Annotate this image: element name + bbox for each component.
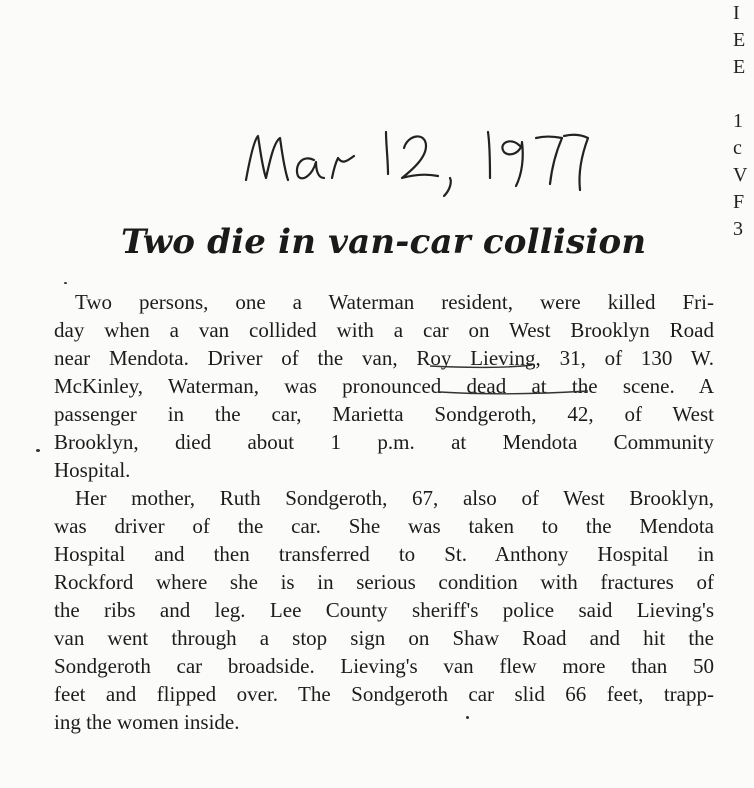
article-line: passenger in the car, Marietta Sondgeroth, 42, of West (54, 402, 714, 426)
article-line: the ribs and leg. Lee County sheriff's police said Lieving's (54, 598, 714, 622)
edge-char: I (733, 2, 740, 24)
article-line: Hospital. (54, 458, 131, 482)
handwritten-date (236, 118, 596, 208)
article-line: Brooklyn, died about 1 p.m. at Mendota Community (54, 430, 714, 454)
article-line: near Mendota. Driver of the van, Roy Lieving, 31, of 130 W. (54, 346, 714, 370)
edge-char: c (733, 137, 742, 159)
edge-char: 1 (733, 110, 743, 132)
pen-underline-mark (428, 362, 648, 398)
article-line: was driver of the car. She was taken to the Mendota (54, 514, 714, 538)
article-line: day when a van collided with a car on West Brooklyn Road (54, 318, 714, 342)
edge-char: V (733, 164, 748, 186)
article-line: Her mother, Ruth Sondgeroth, 67, also of West Brooklyn, (75, 486, 714, 510)
article-line: Sondgeroth car broadside. Lieving's van flew more than 50 (54, 654, 714, 678)
article-line: van went through a stop sign on Shaw Road and hit the (54, 626, 714, 650)
ink-speck (64, 282, 67, 284)
article-line: Rockford where she is in serious condition with fractures of (54, 570, 714, 594)
edge-char (733, 81, 754, 108)
article-line: Two persons, one a Waterman resident, were killed Fri- (75, 290, 714, 314)
edge-char: E (733, 29, 746, 51)
edge-char: E (733, 56, 746, 78)
ink-speck (36, 449, 40, 452)
article-line: Hospital and then transferred to St. Anthony Hospital in (54, 542, 714, 566)
edge-char: 3 (733, 218, 743, 240)
article-line: feet and flipped over. The Sondgeroth car slid 66 feet, trapp- (54, 682, 714, 706)
article-body (54, 288, 714, 736)
article-line: McKinley, Waterman, was pronounced dead at the scene. A (54, 374, 714, 398)
headline: Two die in van-car collision (121, 222, 647, 262)
article-line: ing the women inside. (54, 710, 240, 734)
adjacent-column-fragment (733, 0, 754, 243)
edge-char: F (733, 191, 745, 213)
ink-speck (466, 716, 469, 719)
